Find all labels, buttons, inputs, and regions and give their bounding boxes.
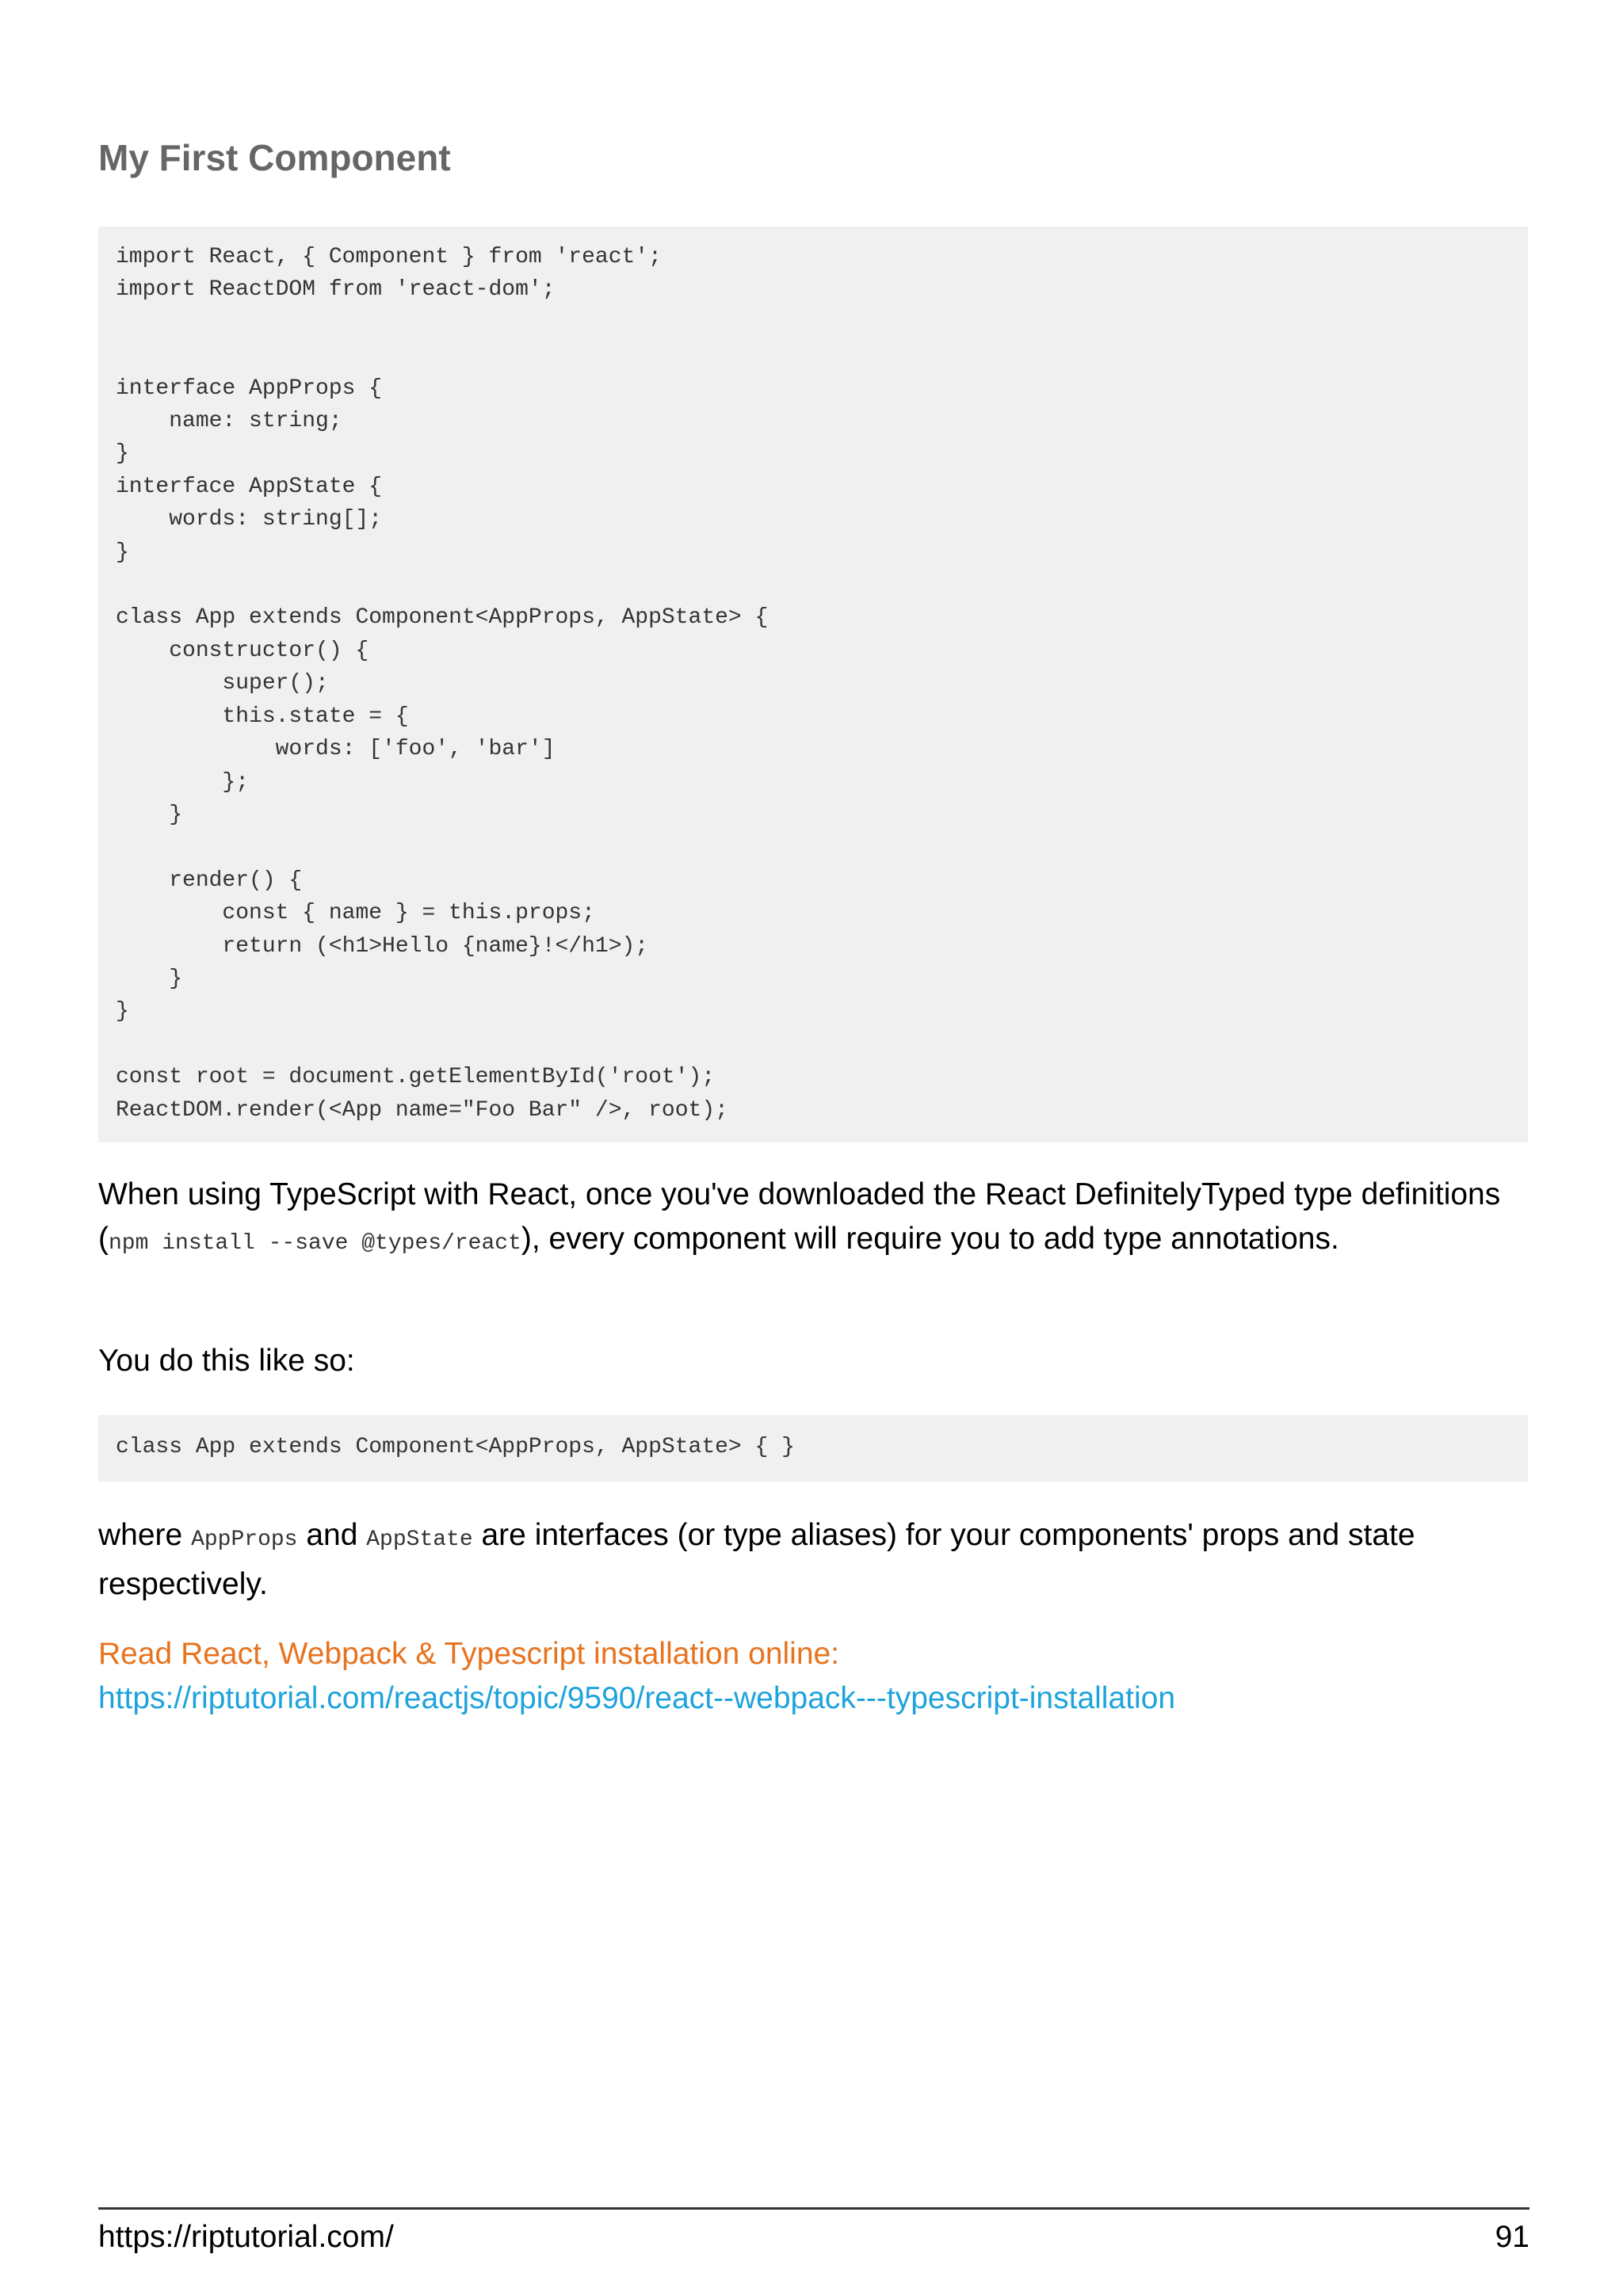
read-online-label: Read React, Webpack & Typescript installation online: <box>98 1637 840 1671</box>
footer-divider <box>98 2207 1529 2210</box>
inline-code-appstate: AppState <box>366 1527 473 1552</box>
read-online-section <box>98 1632 1175 1721</box>
topic-link[interactable]: https://riptutorial.com/reactjs/topic/9590/react--webpack---typescript-installation <box>98 1681 1176 1715</box>
code-block-main: import React, { Component } from 'react'; import ReactDOM from 'react-dom'; interface AppProps { name: string; } interface AppState { words: string[]; } class App extends Component<AppProps, AppState> { constructor() { super(); this.state = { words: ['foo', 'bar'] }; } render() { const { name } = this.props; return (<h1>Hello {name}!</h1>); } } const root = document.getElementById('root'); ReactDOM.render(<App name="Foo Bar" />, root); <box>98 227 1528 1142</box>
paragraph-where-text-3: are interfaces (or type aliases) for your components' props and state respectively. <box>98 1518 1415 1601</box>
paragraph-like-so: You do this like so: <box>98 1344 355 1378</box>
code-block-class-signature: class App extends Component<AppProps, AppState> { } <box>98 1415 1528 1482</box>
inline-code-appprops: AppProps <box>191 1527 298 1552</box>
paragraph-intro <box>98 1173 1541 1266</box>
paragraph-intro-text-before: When using TypeScript with React, once you've downloaded the React DefinitelyTyped type definitions ( <box>98 1177 1501 1256</box>
footer-site-url: https://riptutorial.com/ <box>98 2220 394 2254</box>
paragraph-intro-text-after: ), every component will require you to add type annotations. <box>521 1222 1339 1256</box>
inline-code-npm-install: npm install --save @types/react <box>109 1231 521 1256</box>
paragraph-where-text-2: and <box>297 1518 367 1552</box>
paragraph-where-text-1: where <box>98 1518 192 1552</box>
paragraph-where <box>98 1513 1541 1607</box>
page-number: 91 <box>1495 2220 1529 2254</box>
section-heading: My First Component <box>98 137 451 178</box>
